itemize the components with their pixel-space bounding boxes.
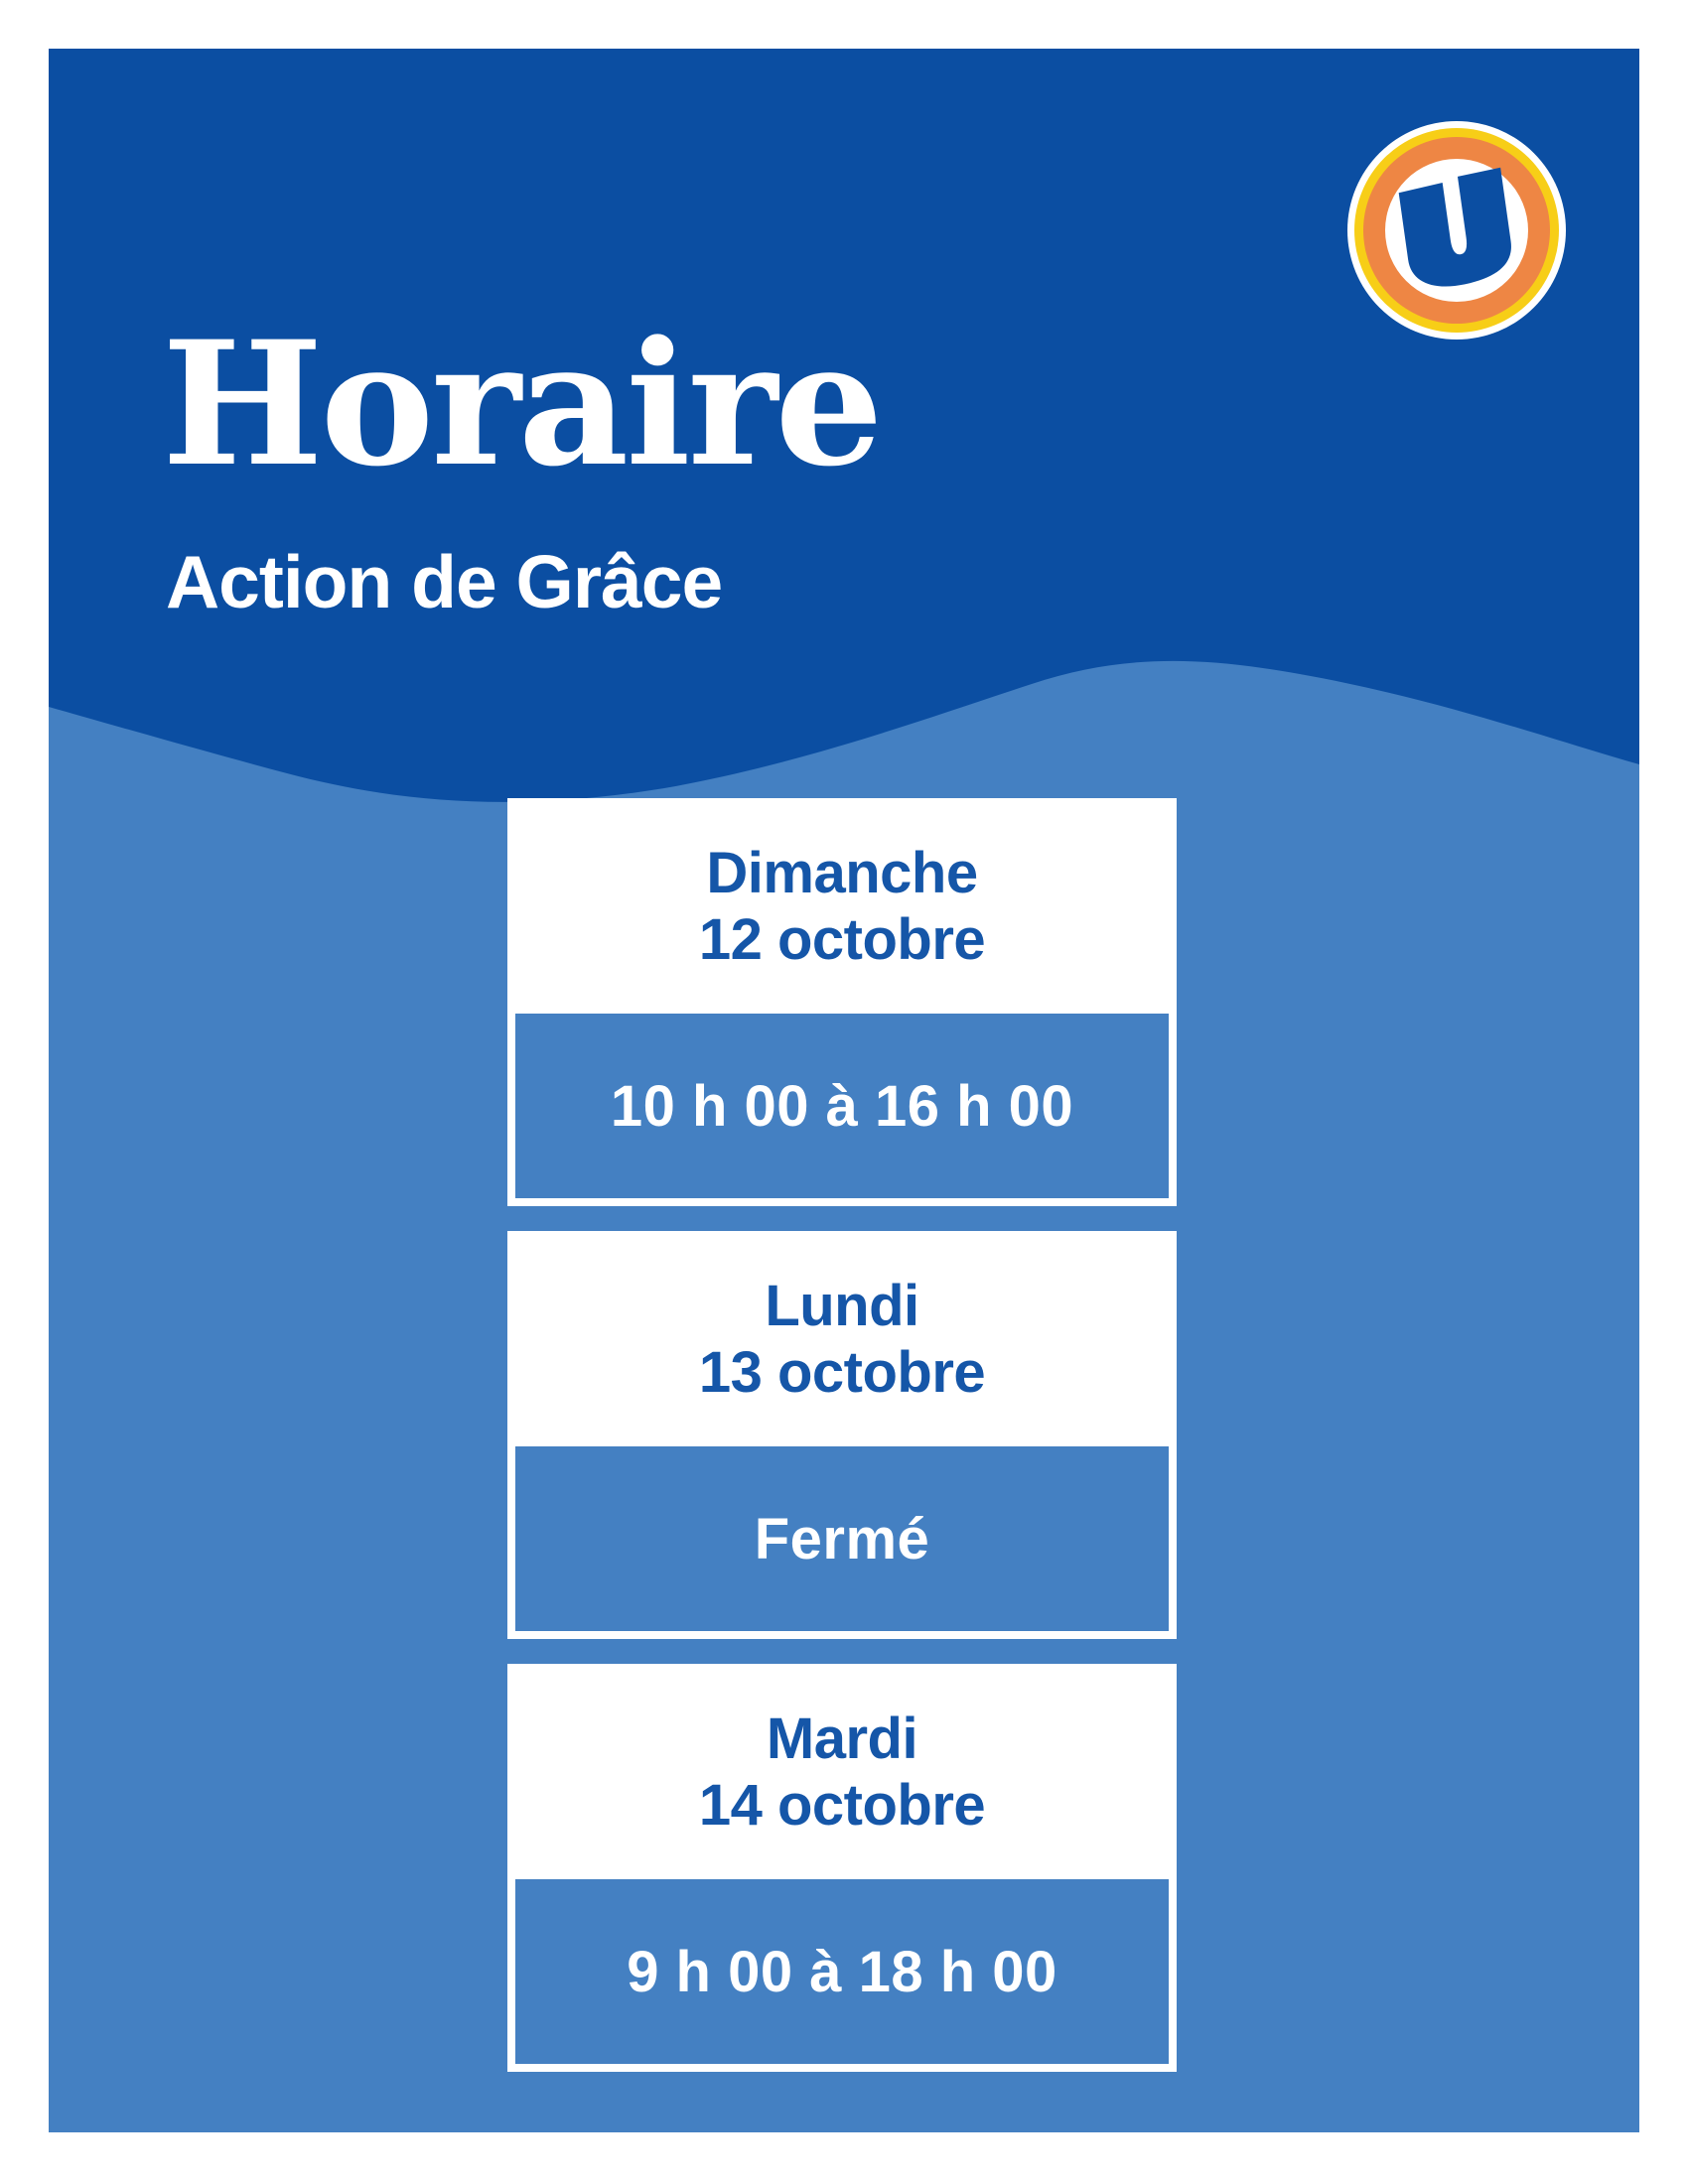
date-label: 14 octobre xyxy=(698,1772,986,1838)
hours-label: 10 h 00 à 16 h 00 xyxy=(610,1073,1074,1139)
schedule-card-monday xyxy=(507,1231,1177,1639)
schedule-card-sunday xyxy=(507,798,1177,1206)
hours-band xyxy=(515,1446,1169,1631)
hours-band xyxy=(515,1879,1169,2064)
hours-label: 9 h 00 à 18 h 00 xyxy=(627,1939,1057,2004)
card-day-block xyxy=(507,1231,1177,1446)
day-label: Dimanche xyxy=(706,840,978,905)
date-label: 12 octobre xyxy=(698,906,986,972)
day-label: Mardi xyxy=(766,1706,918,1771)
schedule-card-tuesday xyxy=(507,1664,1177,2072)
card-day-block xyxy=(507,798,1177,1014)
page-title: Horaire xyxy=(162,303,881,504)
poster-content-area xyxy=(49,49,1639,2132)
date-label: 13 octobre xyxy=(698,1339,986,1405)
brand-logo-u-icon xyxy=(1347,121,1566,340)
card-day-block xyxy=(507,1664,1177,1879)
hours-label: Fermé xyxy=(754,1506,930,1571)
hours-band xyxy=(515,1014,1169,1198)
day-label: Lundi xyxy=(765,1273,919,1338)
page-subtitle: Action de Grâce xyxy=(166,540,723,623)
